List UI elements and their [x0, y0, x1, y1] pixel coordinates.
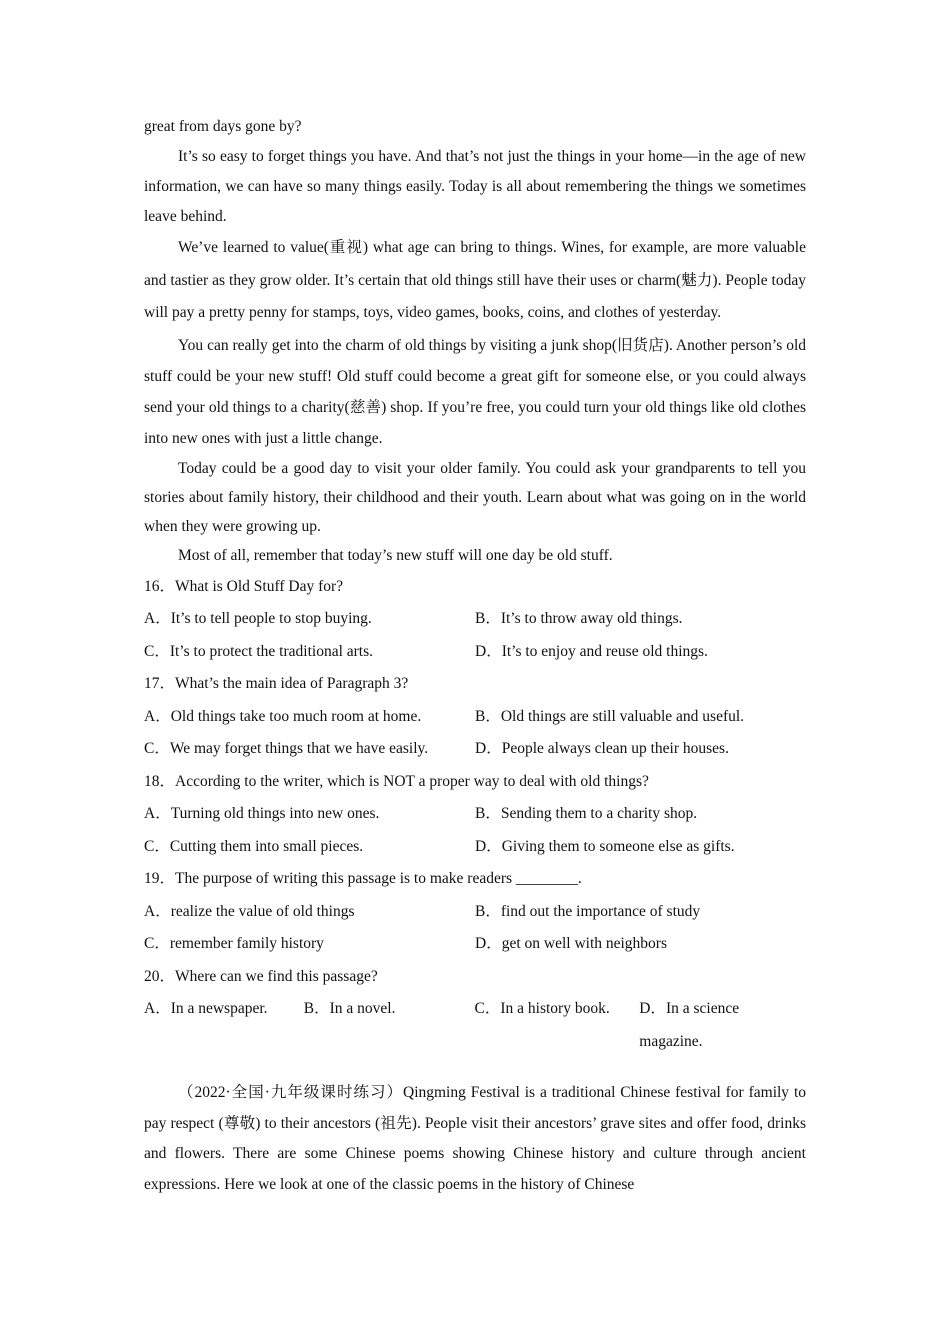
- option-b: B．Sending them to a charity shop.: [475, 805, 698, 822]
- passage-2-intro: [144, 1078, 806, 1200]
- option-d: D．Giving them to someone else as gifts.: [475, 837, 735, 855]
- question-19: [144, 863, 806, 961]
- paragraph-3: You can really get into the charm of old things by visiting a junk shop(旧货店). Another person’s old stuff could be your new stuff! Old stuff could become a great gift for someone else, or you could always send your old things to a charity(慈善) shop. If you’re free, you could turn your old things like old clothes into new ones with just a little change.: [144, 336, 806, 447]
- option-a: A．realize the value of old things: [144, 902, 355, 920]
- question-20: [144, 961, 806, 1059]
- paragraph-1: It’s so easy to forget things you have. And that’s not just the things in your home—in the age of new information, we can have so many things easily. Today is all about remembering the things we sometimes leave behind.: [144, 148, 806, 225]
- lead-line: great from days gone by?: [144, 118, 302, 135]
- question-17: [144, 668, 806, 766]
- option-b: B．It’s to throw away old things.: [475, 610, 683, 627]
- paragraph-4: Today could be a good day to visit your older family. You could ask your grandparents to tell you stories about family history, their childhood and their youth. Learn about what was going on in the world when they were growing up.: [144, 459, 806, 535]
- question-stem: 18．According to the writer, which is NOT a proper way to deal with old things?: [144, 772, 649, 790]
- option-d: D．get on well with neighbors: [475, 935, 668, 952]
- passage-2-text: Qingming Festival is a traditional Chinese festival for family to pay respect (尊敬) to their ancestors (祖先). People visit their ancestors’ grave sites and offer food, drinks and flowers. There are some Chinese poems showing Chinese history and culture through ancient expressions. Here we look at one of the classic poems in the history of Chinese: [144, 1084, 807, 1193]
- question-16: [144, 571, 806, 669]
- option-a: A．It’s to tell people to stop buying.: [144, 610, 372, 627]
- option-b: B．Old things are still valuable and useful.: [475, 707, 745, 725]
- paragraph-5: Most of all, remember that today’s new stuff will one day be old stuff.: [178, 546, 613, 564]
- option-a: A．In a newspaper.: [144, 1000, 268, 1017]
- option-c: C．We may forget things that we have easily.: [144, 740, 429, 757]
- option-b: B．In a novel.: [303, 1000, 396, 1017]
- option-b: B．find out the importance of study: [475, 902, 701, 920]
- option-d: D．It’s to enjoy and reuse old things.: [475, 642, 708, 660]
- question-stem: 17．What’s the main idea of Paragraph 3?: [144, 675, 409, 692]
- option-c: C．remember family history: [144, 935, 324, 952]
- document-page: [144, 112, 806, 1200]
- question-stem: 16．What is Old Stuff Day for?: [144, 577, 344, 595]
- question-stem: 19．The purpose of writing this passage is to make readers ________.: [144, 870, 582, 887]
- question-stem: 20．Where can we find this passage?: [144, 967, 378, 985]
- source-label: （2022·全国·九年级课时练习）: [178, 1084, 403, 1101]
- option-d: D．In a science magazine.: [639, 1000, 740, 1050]
- option-a: A．Old things take too much room at home.: [144, 707, 422, 725]
- paragraph-2: We’ve learned to value(重视) what age can bring to things. Wines, for example, are more valuable and tastier as they grow older. It’s certain that old things still have their uses or charm(魅力). People today will pay a pretty penny for stamps, toys, video games, books, coins, and clothes of yesterday.: [144, 239, 806, 321]
- option-c: C．It’s to protect the traditional arts.: [144, 642, 374, 660]
- option-d: D．People always clean up their houses.: [475, 740, 729, 757]
- option-c: C．In a history book.: [474, 1000, 610, 1017]
- option-c: C．Cutting them into small pieces.: [144, 837, 364, 855]
- option-a: A．Turning old things into new ones.: [144, 805, 380, 822]
- question-18: [144, 766, 806, 864]
